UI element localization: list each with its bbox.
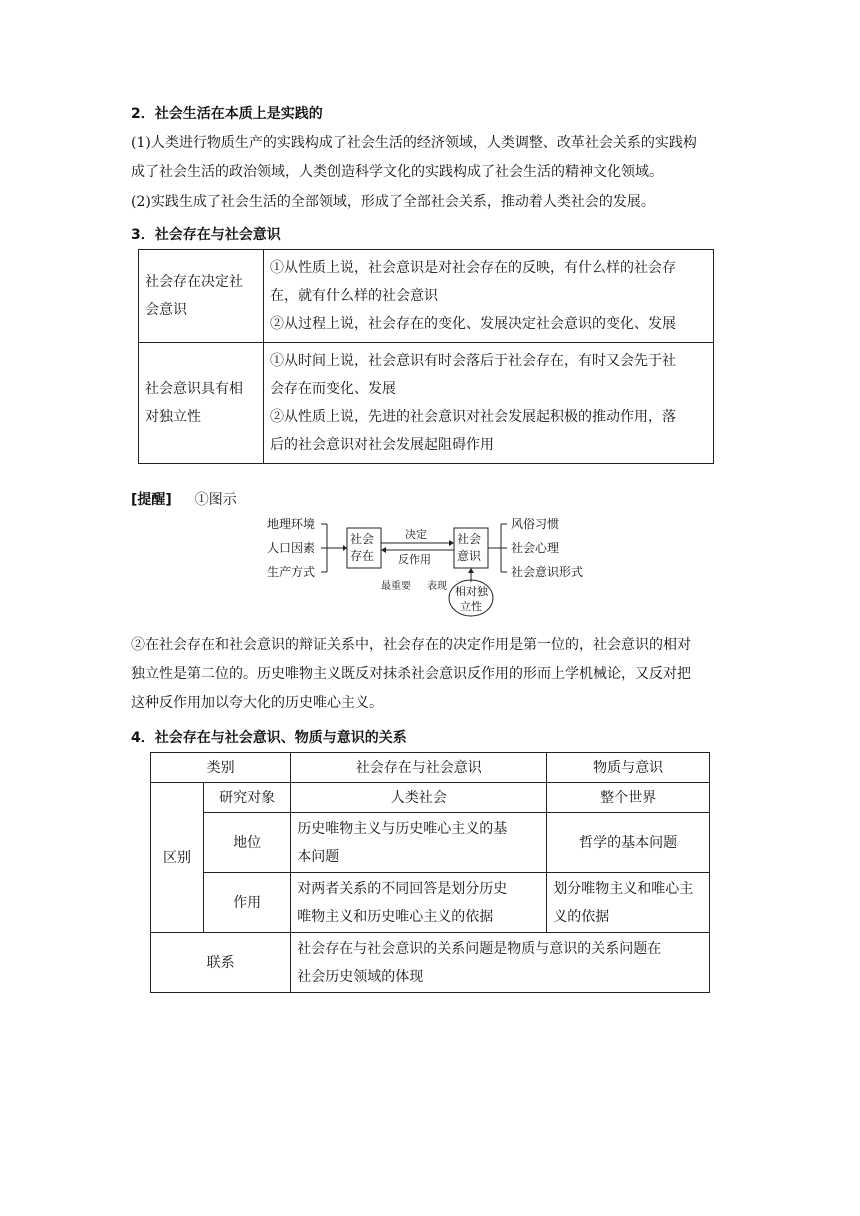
label-manifestation: 表现: [427, 581, 447, 592]
paragraph: 这种反作用加以夸大化的历史唯心主义。: [131, 695, 383, 711]
header-cell: 社会存在与社会意识: [291, 753, 547, 783]
tip-label: [提醒]: [131, 492, 172, 508]
link-label: 联系: [151, 933, 291, 993]
tip-line: [131, 489, 237, 509]
row-sub-label: 地位: [204, 813, 291, 873]
row-label: 社会存在决定社 会意识: [139, 250, 264, 343]
social-existence-consciousness-table: [138, 249, 714, 464]
header-cell: 物质与意识: [547, 753, 710, 783]
diagram-left-item: 地理环境: [267, 517, 316, 531]
header-cell: 类别: [151, 753, 291, 783]
cell: 划分唯物主义和唯心主 义的依据: [547, 873, 710, 933]
section-4-heading: 4．社会存在与社会意识、物质与意识的关系: [131, 730, 407, 746]
paragraph: ②在社会存在和社会意识的辩证关系中，社会存在的决定作用是第一位的，社会意识的相对: [131, 637, 691, 653]
diff-label: 区别: [151, 783, 204, 933]
box-text: 社会: [457, 532, 482, 546]
paragraph: 独立性是第二位的。历史唯物主义既反对抹杀社会意识反作用的形而上学机械论，又反对把: [131, 666, 691, 682]
diagram-right-item: 社会心理: [511, 541, 560, 555]
paragraph: (2)实践生成了社会生活的全部领域，形成了全部社会关系，推动着人类社会的发展。: [131, 194, 655, 210]
cell: 社会存在与社会意识的关系问题是物质与意识的关系问题在 社会历史领域的体现: [291, 933, 710, 993]
diagram-left-item: 生产方式: [267, 565, 316, 579]
cell: 对两者关系的不同回答是划分历史 唯物主义和历史唯心主义的依据: [291, 873, 547, 933]
cell: 人类社会: [291, 783, 547, 813]
box-text: 社会: [350, 532, 375, 546]
diagram-right-item: 社会意识形式: [511, 565, 584, 579]
row-content: ①从性质上说，社会意识是对社会存在的反映，有什么样的社会存 在，就有什么样的社会意识 ②从过程上说，社会存在的变化、发展决定社会意识的变化、发展: [264, 250, 714, 343]
arrow-label-decide: 决定: [405, 528, 427, 541]
paragraph: (1)人类进行物质生产的实践构成了社会生活的经济领域，人类调整、改革社会关系的实践构: [131, 135, 697, 151]
table-row: [151, 933, 710, 993]
table-row: [151, 873, 710, 933]
row-sub-label: 作用: [204, 873, 291, 933]
row-label: 社会意识具有相 对独立性: [139, 343, 264, 464]
table-header-row: [151, 753, 710, 783]
cell: 哲学的基本问题: [547, 813, 710, 873]
tip-item-1: ①图示: [194, 492, 237, 508]
section-3-heading: 3．社会存在与社会意识: [131, 227, 281, 243]
relationship-diagram: [255, 512, 605, 622]
arrow-label-react: 反作用: [398, 553, 431, 566]
table-row: [139, 343, 714, 464]
table-row: [151, 783, 710, 813]
cell: 整个世界: [547, 783, 710, 813]
circle-text: 立性: [460, 600, 482, 613]
comparison-table: [150, 752, 710, 993]
diagram-left-item: 人口因素: [267, 541, 316, 555]
row-sub-label: 研究对象: [204, 783, 291, 813]
circle-text: 相对独: [455, 585, 488, 598]
box-text: 意识: [457, 549, 482, 563]
diagram-right-item: 风俗习惯: [511, 517, 560, 531]
paragraph: 成了社会生活的政治领域，人类创造科学文化的实践构成了社会生活的精神文化领域。: [131, 164, 663, 180]
cell: 历史唯物主义与历史唯心主义的基 本问题: [291, 813, 547, 873]
label-most-important: 最重要: [381, 581, 411, 592]
row-content: ①从时间上说，社会意识有时会落后于社会存在，有时又会先于社 会存在而变化、发展 ②从性质上说，先进的社会意识对社会发展起积极的推动作用，落 后的社会意识对社会发展起阻碍作用: [264, 343, 714, 464]
table-row: [139, 250, 714, 343]
table-row: [151, 813, 710, 873]
box-text: 存在: [350, 549, 375, 563]
section-2-heading: 2．社会生活在本质上是实践的: [131, 106, 323, 122]
